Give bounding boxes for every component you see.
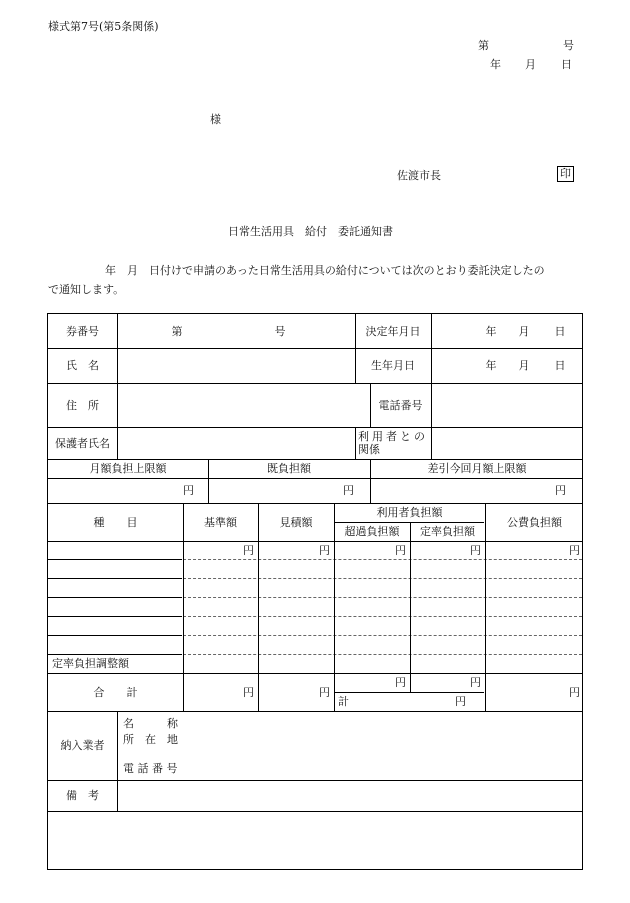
public-burden-yen: 円 xyxy=(569,543,580,557)
label-fixed-rate-adjust: 定率負担調整額 xyxy=(52,657,129,670)
relation-line-1: 利用者との xyxy=(358,430,428,443)
label-address: 住 所 xyxy=(66,398,99,412)
label-fixed-rate-burden: 定率負担額 xyxy=(420,525,475,538)
doc-date-nen: 年 xyxy=(490,58,501,71)
intro-line-2: で通知します。 xyxy=(48,283,125,296)
label-already-paid: 既負担額 xyxy=(267,462,311,475)
decision-date-tsuki: 月 xyxy=(518,324,530,338)
total-excess-yen: 円 xyxy=(395,676,406,689)
supplier-phone-label: 電 話 番 号 xyxy=(123,762,178,775)
excess-burden-yen: 円 xyxy=(395,543,406,557)
total-estimate-yen: 円 xyxy=(319,685,330,699)
label-monthly-limit: 月額負担上限額 xyxy=(89,462,167,475)
birth-date-tsuki: 月 xyxy=(518,359,530,372)
label-birth-date: 生年月日 xyxy=(371,359,415,372)
doc-number-go: 号 xyxy=(563,39,574,52)
remaining-limit-yen: 円 xyxy=(555,484,566,497)
label-relation xyxy=(355,427,431,459)
label-remaining-limit: 差引今回月額上限額 xyxy=(427,462,527,475)
already-paid-yen: 円 xyxy=(343,484,354,497)
ticket-no-dai: 第 xyxy=(171,324,183,338)
doc-number-dai: 第 xyxy=(478,39,489,52)
label-public-burden: 公費負担額 xyxy=(507,515,562,529)
label-kei: 計 xyxy=(338,695,349,708)
label-remarks: 備 考 xyxy=(66,789,99,802)
intro-line-1: 年 月 日付けで申請のあった日常生活用具の給付については次のとおり委託決定したの xyxy=(105,264,545,277)
decision-date-hi: 日 xyxy=(554,324,566,338)
base-amount-yen: 円 xyxy=(243,543,254,557)
birth-date-nen: 年 xyxy=(485,359,497,372)
addressee-suffix: 様 xyxy=(210,113,221,126)
notification-form-table xyxy=(47,313,583,870)
kei-yen: 円 xyxy=(455,695,466,708)
seal-mark: 印 xyxy=(557,166,574,182)
label-item: 種 目 xyxy=(93,515,138,529)
label-decision-date: 決定年月日 xyxy=(365,324,421,338)
label-ticket-no: 券番号 xyxy=(66,324,99,338)
label-user-burden: 利用者負担額 xyxy=(376,506,443,519)
label-name: 氏 名 xyxy=(66,359,99,372)
total-fixed-rate-yen: 円 xyxy=(470,676,481,689)
estimate-yen: 円 xyxy=(319,543,330,557)
total-public-yen: 円 xyxy=(569,685,580,699)
issuer-name: 佐渡市長 xyxy=(397,169,441,182)
doc-date-hi: 日 xyxy=(561,58,572,71)
label-estimate: 見積額 xyxy=(279,515,313,529)
label-guardian: 保護者氏名 xyxy=(55,436,110,450)
supplier-name-label: 名 称 xyxy=(123,717,178,730)
total-base-yen: 円 xyxy=(243,685,254,699)
decision-date-nen: 年 xyxy=(485,324,497,338)
fixed-rate-burden-yen: 円 xyxy=(470,543,481,557)
doc-date-tsuki: 月 xyxy=(525,58,536,71)
relation-line-2: 関係 xyxy=(358,443,380,456)
supplier-address-label: 所 在 地 xyxy=(123,733,178,746)
label-phone: 電話番号 xyxy=(378,398,423,412)
ticket-no-go: 号 xyxy=(274,324,286,338)
label-total: 合 計 xyxy=(93,685,138,699)
document-title: 日常生活用具 給付 委託通知書 xyxy=(228,225,393,238)
label-excess-burden: 超過負担額 xyxy=(344,525,400,538)
label-base-amount: 基準額 xyxy=(204,515,237,529)
label-supplier: 納入業者 xyxy=(60,739,105,752)
monthly-limit-yen: 円 xyxy=(183,484,194,497)
birth-date-hi: 日 xyxy=(554,359,566,372)
form-label: 様式第7号(第5条関係) xyxy=(48,20,159,33)
